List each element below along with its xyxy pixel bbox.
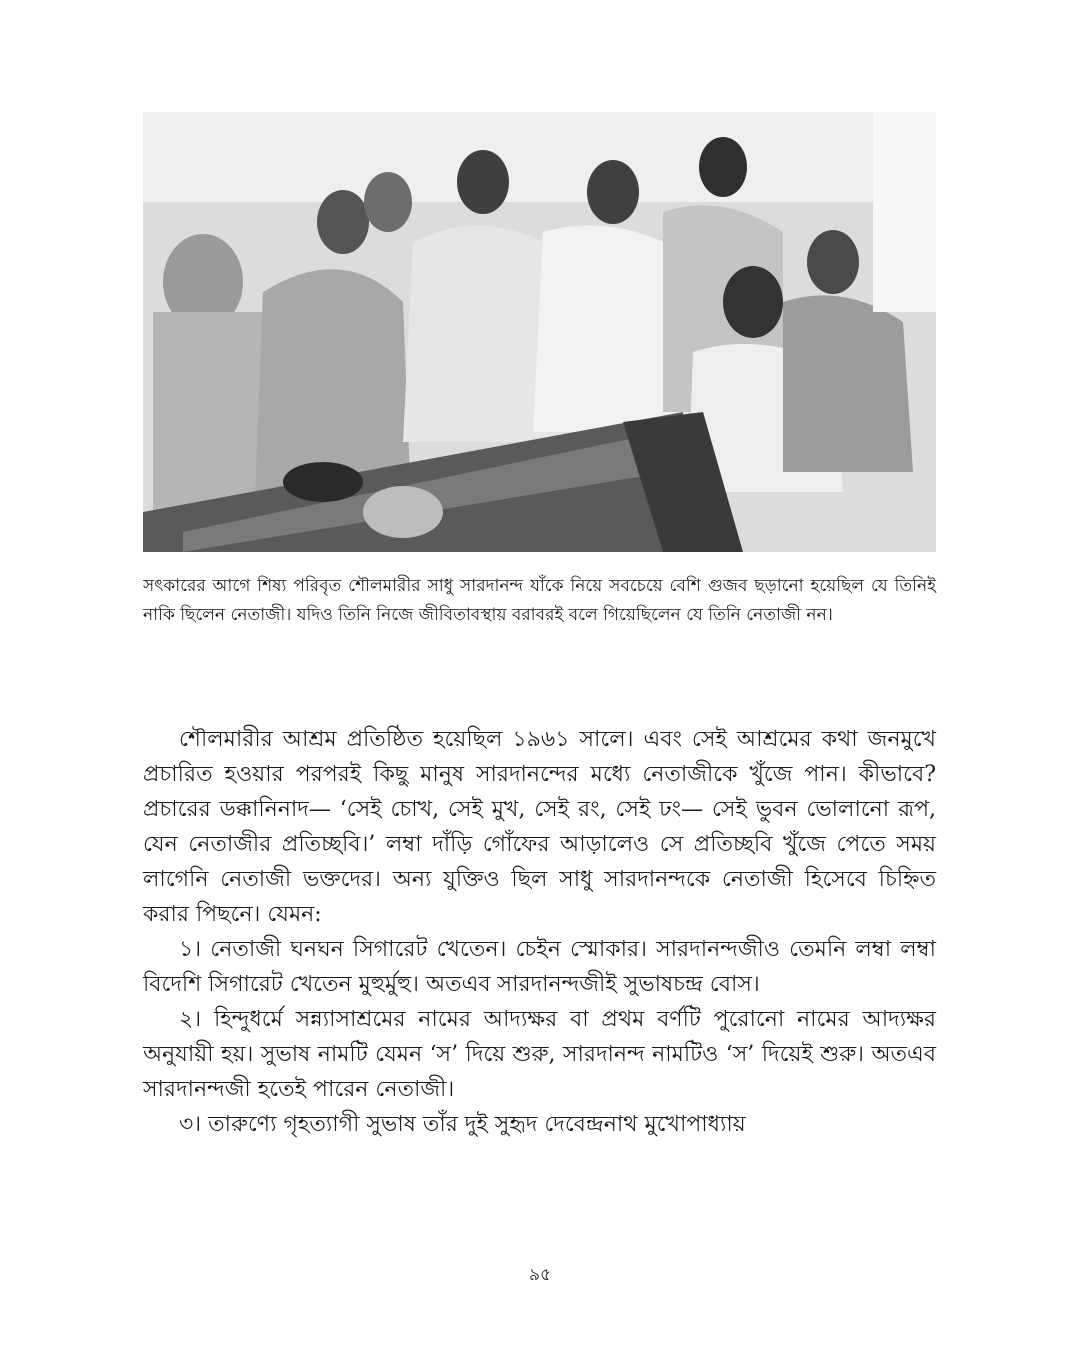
photo-caption: সৎকারের আগে শিষ্য পরিবৃত শৌলমারীর সাধু সারদানন্দ যাঁকে নিয়ে সবচেয়ে বেশি গুজব ছড়ানো হয়েছিল যে তিনিই নাকি ছিলেন নেতাজী। যদিও তিনি নিজে জীবিতাবস্থায় বরাবরই বলে গিয়েছিলেন যে তিনি নেতাজী নন। — [143, 576, 936, 625]
paragraph-point-1: ১। নেতাজী ঘনঘন সিগারেট খেতেন। চেইন স্মোকার। সারদানন্দজীও তেমনি লম্বা লম্বা বিদেশি সিগারেট খেতেন মুহুর্মুহু। অতএব সারদানন্দজীই সুভাষচন্দ্র বোস। — [143, 937, 936, 997]
body-text — [143, 722, 936, 1142]
photo-scene — [143, 112, 936, 552]
page-number: ৯৫ — [528, 1265, 552, 1285]
photograph — [143, 112, 936, 552]
paragraph-point-3: ৩। তারুণ্যে গৃহত্যাগী সুভাষ তাঁর দুই সুহৃদ দেবেন্দ্রনাথ মুখোপাধ্যায় — [179, 1112, 746, 1137]
paragraph-intro: শৌলমারীর আশ্রম প্রতিষ্ঠিত হয়েছিল ১৯৬১ সালে। এবং সেই আশ্রমের কথা জনমুখে প্রচারিত হওয়ার পরপরই কিছু মানুষ সারদানন্দের মধ্যে নেতাজীকে খুঁজে পান। কীভাবে? প্রচারের ডক্কানিনাদ— ‘সেই চোখ, সেই মুখ, সেই রং, সেই ঢং— সেই ভুবন ভোলানো রূপ, যেন নেতাজীর প্রতিচ্ছবি।’ লম্বা দাঁড়ি গোঁফের আড়ালেও সে প্রতিচ্ছবি খুঁজে পেতে সময় লাগেনি নেতাজী ভক্তদের। অন্য যুক্তিও ছিল সাধু সারদানন্দকে নেতাজী হিসেবে চিহ্নিত করার পিছনে। যেমন: — [143, 727, 936, 927]
paragraph-point-2: ২। হিন্দুধর্মে সন্ন্যাসাশ্রমের নামের আদ্যক্ষর বা প্রথম বর্ণটি পুরোনো নামের আদ্যক্ষর অনুযায়ী হয়। সুভাষ নামটি যেমন ‘স’ দিয়ে শুরু, সারদানন্দ নামটিও ‘স’ দিয়েই শুরু। অতএব সারদানন্দজী হতেই পারেন নেতাজী। — [143, 1007, 936, 1102]
